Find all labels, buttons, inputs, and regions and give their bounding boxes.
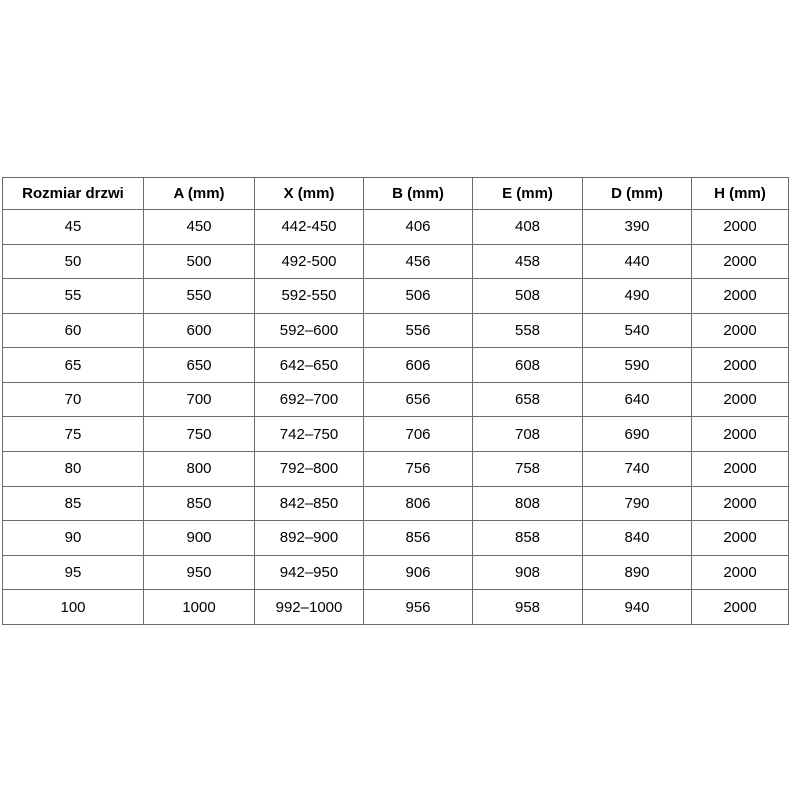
door-dimensions-table xyxy=(2,177,789,625)
table-cell: 708 xyxy=(473,417,583,452)
table-cell: 55 xyxy=(3,279,144,314)
table-cell: 906 xyxy=(364,555,473,590)
table-cell: 590 xyxy=(583,348,692,383)
table-cell: 2000 xyxy=(692,486,789,521)
table-cell: 2000 xyxy=(692,279,789,314)
table-cell: 540 xyxy=(583,313,692,348)
table-cell: 858 xyxy=(473,521,583,556)
table-cell: 490 xyxy=(583,279,692,314)
column-header-e-mm: E (mm) xyxy=(473,178,583,210)
table-cell: 2000 xyxy=(692,348,789,383)
table-cell: 100 xyxy=(3,590,144,625)
table-cell: 706 xyxy=(364,417,473,452)
table-cell: 592-550 xyxy=(255,279,364,314)
table-cell: 690 xyxy=(583,417,692,452)
table-row xyxy=(3,555,789,590)
table-cell: 2000 xyxy=(692,521,789,556)
table-cell: 508 xyxy=(473,279,583,314)
table-cell: 650 xyxy=(144,348,255,383)
table-row xyxy=(3,210,789,245)
table-cell: 790 xyxy=(583,486,692,521)
table-cell: 840 xyxy=(583,521,692,556)
table-cell: 65 xyxy=(3,348,144,383)
table-cell: 75 xyxy=(3,417,144,452)
table-row xyxy=(3,521,789,556)
table-cell: 2000 xyxy=(692,313,789,348)
table-cell: 45 xyxy=(3,210,144,245)
table-cell: 750 xyxy=(144,417,255,452)
table-cell: 642–650 xyxy=(255,348,364,383)
table-cell: 842–850 xyxy=(255,486,364,521)
table-cell: 558 xyxy=(473,313,583,348)
table-cell: 80 xyxy=(3,452,144,487)
table-cell: 70 xyxy=(3,382,144,417)
table-cell: 940 xyxy=(583,590,692,625)
column-header-a-mm: A (mm) xyxy=(144,178,255,210)
table-cell: 640 xyxy=(583,382,692,417)
table-cell: 450 xyxy=(144,210,255,245)
table-cell: 85 xyxy=(3,486,144,521)
table-cell: 742–750 xyxy=(255,417,364,452)
table-cell: 550 xyxy=(144,279,255,314)
table-cell: 406 xyxy=(364,210,473,245)
table-row xyxy=(3,279,789,314)
table-cell: 2000 xyxy=(692,555,789,590)
table-cell: 892–900 xyxy=(255,521,364,556)
table-cell: 808 xyxy=(473,486,583,521)
table-cell: 2000 xyxy=(692,452,789,487)
table-cell: 700 xyxy=(144,382,255,417)
table-cell: 442-450 xyxy=(255,210,364,245)
table-row xyxy=(3,348,789,383)
table-cell: 956 xyxy=(364,590,473,625)
table-cell: 942–950 xyxy=(255,555,364,590)
table-cell: 2000 xyxy=(692,244,789,279)
table-cell: 658 xyxy=(473,382,583,417)
table-cell: 792–800 xyxy=(255,452,364,487)
table-cell: 908 xyxy=(473,555,583,590)
table-cell: 800 xyxy=(144,452,255,487)
table-cell: 390 xyxy=(583,210,692,245)
table-cell: 606 xyxy=(364,348,473,383)
table-cell: 656 xyxy=(364,382,473,417)
table-row xyxy=(3,313,789,348)
table-cell: 958 xyxy=(473,590,583,625)
table-cell: 806 xyxy=(364,486,473,521)
table-row xyxy=(3,417,789,452)
table-cell: 90 xyxy=(3,521,144,556)
table-cell: 592–600 xyxy=(255,313,364,348)
column-header-d-mm: D (mm) xyxy=(583,178,692,210)
table-cell: 850 xyxy=(144,486,255,521)
dimensions-table-container xyxy=(2,177,788,625)
table-cell: 60 xyxy=(3,313,144,348)
column-header-x-mm: X (mm) xyxy=(255,178,364,210)
table-cell: 900 xyxy=(144,521,255,556)
table-cell: 856 xyxy=(364,521,473,556)
table-cell: 992–1000 xyxy=(255,590,364,625)
column-header-b-mm: B (mm) xyxy=(364,178,473,210)
table-cell: 890 xyxy=(583,555,692,590)
column-header-rozmiar-drzwi: Rozmiar drzwi xyxy=(3,178,144,210)
table-cell: 95 xyxy=(3,555,144,590)
table-cell: 2000 xyxy=(692,590,789,625)
table-cell: 506 xyxy=(364,279,473,314)
table-row xyxy=(3,452,789,487)
table-header-row xyxy=(3,178,789,210)
table-cell: 500 xyxy=(144,244,255,279)
table-row xyxy=(3,590,789,625)
table-cell: 458 xyxy=(473,244,583,279)
table-cell: 758 xyxy=(473,452,583,487)
table-cell: 2000 xyxy=(692,210,789,245)
table-cell: 740 xyxy=(583,452,692,487)
table-cell: 600 xyxy=(144,313,255,348)
table-cell: 556 xyxy=(364,313,473,348)
column-header-h-mm: H (mm) xyxy=(692,178,789,210)
table-cell: 440 xyxy=(583,244,692,279)
table-cell: 408 xyxy=(473,210,583,245)
table-cell: 50 xyxy=(3,244,144,279)
table-cell: 756 xyxy=(364,452,473,487)
table-row xyxy=(3,244,789,279)
table-cell: 1000 xyxy=(144,590,255,625)
table-cell: 492-500 xyxy=(255,244,364,279)
table-cell: 692–700 xyxy=(255,382,364,417)
table-cell: 2000 xyxy=(692,382,789,417)
table-cell: 456 xyxy=(364,244,473,279)
table-cell: 608 xyxy=(473,348,583,383)
table-cell: 2000 xyxy=(692,417,789,452)
table-cell: 950 xyxy=(144,555,255,590)
table-row xyxy=(3,382,789,417)
table-row xyxy=(3,486,789,521)
